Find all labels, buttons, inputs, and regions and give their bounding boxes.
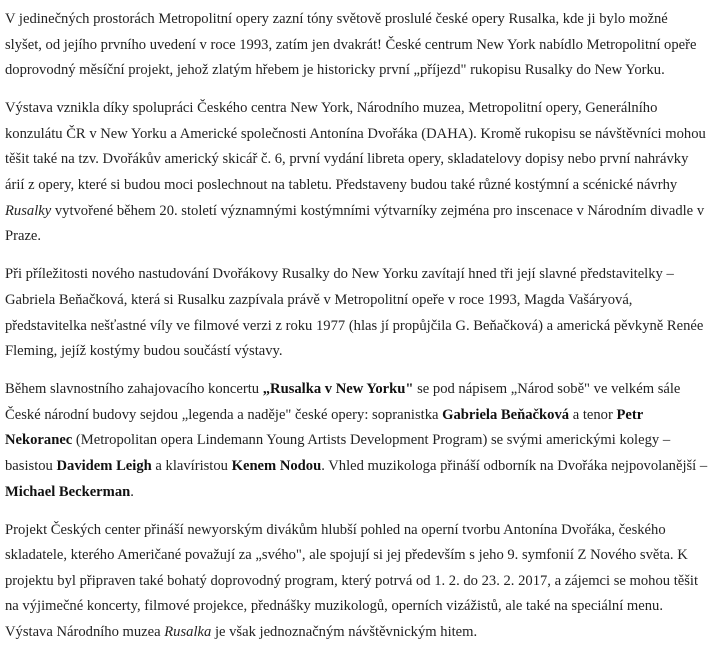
bold-text: Michael Beckerman bbox=[5, 483, 131, 500]
bold-text: „Rusalka v New Yorku" bbox=[262, 381, 414, 398]
paragraph-text: Projekt Českých center přináší newyorským divákům hlubší pohled na operní tvorbu Antonína Dvořáka, českého skladatele, kterého Američané považují za „svého", ale spojují si jej především s jeho 9. symfonií Z Nového světa. K projektu byl připraven také bohatý doprovodný program, který potrvá od 1. 2. do 23. 2. 2017, a zájemci se mohou těšit na výjimečné koncerty, filmové projekce, přednášky muzikologů, operních vizážistů, ale také na speciální menu. Výstava Národního muzea bbox=[5, 521, 699, 641]
article-paragraph bbox=[5, 518, 708, 646]
paragraph-text: Výstava vznikla díky spolupráci Českého centra New York, Národního muzea, Metropolitní opery, Generálního konzulátu ČR v New Yorku a Americké společnosti Antonína Dvořáka (DAHA). Kromě rukopisu se návštěvníci mohou těšit také na tzv. Dvořákův americký skicář č. 6, první vydání libreta opery, skladatelovy dopisy nebo první nahrávky árií z opery, které si budou moci poslechnout na tabletu. Představeny budou také různé kostýmní a scénické návrhy bbox=[5, 100, 706, 194]
paragraph-text: V jedinečných prostorách Metropolitní opery zazní tóny světově proslulé české opery Rusalka, kde ji bylo možné slyšet, od jejího prvního uvedení v roce 1993, zatím jen dvakrát! České centrum New York nabídlo Metropolitní opeře doprovodný měsíční projekt, jehož zlatým hřebem je historicky první „příjezd" rukopisu Rusalky do New Yorku. bbox=[5, 11, 697, 79]
paragraph-text: . bbox=[130, 483, 134, 500]
bold-text: Davidem Leigh bbox=[56, 458, 152, 474]
paragraph-text: . Vhled muzikologa přináší odborník na Dvořáka nejpovolanější – bbox=[321, 458, 708, 474]
bold-text: Kenem Nodou bbox=[231, 458, 322, 474]
paragraph-text: je však jednoznačným návštěvnickým hitem. bbox=[211, 624, 478, 641]
italic-text: Rusalky bbox=[5, 202, 52, 219]
article-paragraph bbox=[5, 7, 708, 84]
bold-text: Gabriela Beňačková bbox=[442, 406, 570, 423]
paragraph-text: a klavíristou bbox=[151, 458, 232, 474]
bold-text: Petr Nekoranec bbox=[5, 406, 643, 449]
paragraph-text: a tenor bbox=[569, 406, 617, 423]
article-paragraph bbox=[5, 377, 708, 505]
italic-text: Rusalka bbox=[164, 624, 212, 641]
article-paragraph bbox=[5, 96, 708, 250]
paragraph-text: Při příležitosti nového nastudování Dvořákovy Rusalky do New Yorku zavítají hned tři její slavné představitelky – Gabriela Beňačková, která si Rusalku zazpívala právě v Metropolitní opeře v roce 1993, Magda Vašáryová, představitelka nešťastné víly ve filmové verzi z roku 1977 (hlas jí propůjčila G. Beňačková) a americká pěvkyně Renée Fleming, jejíž kostýmy budou součástí výstavy. bbox=[5, 266, 704, 360]
article-paragraph bbox=[5, 262, 708, 364]
paragraph-text: se pod nápisem „Národ sobě" ve velkém sále České národní budovy sejdou „legenda a naděje" české opery: sopranistka bbox=[5, 381, 681, 423]
paragraph-text: Během slavnostního zahajovacího koncertu bbox=[5, 381, 263, 398]
paragraph-text: vytvořené během 20. století významnými kostýmními výtvarníky zejména pro inscenace v Národním divadle v Praze. bbox=[5, 202, 705, 245]
paragraph-text: (Metropolitan opera Lindemann Young Artists Development Program) se svými americkými kolegy – basistou bbox=[5, 432, 671, 474]
